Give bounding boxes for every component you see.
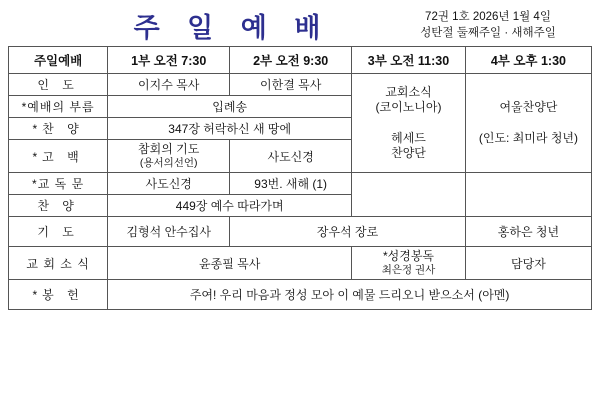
cell-announcements-fourth: 담당자 <box>465 247 591 280</box>
table-row <box>9 74 592 96</box>
column-header-service: 주일예배 <box>9 47 108 74</box>
table-row <box>9 247 592 280</box>
worship-schedule-table <box>8 46 592 310</box>
row-label-offering: *봉 헌 <box>9 280 108 310</box>
table-row <box>9 280 592 310</box>
cell-hymn2: 449장 예수 따라가며 <box>108 195 352 217</box>
cell-call-to-worship: 입례송 <box>108 96 352 118</box>
row-label-call-to-worship: *예배의 부름 <box>9 96 108 118</box>
confession-first-main: 참회의 기도 <box>138 142 200 156</box>
fourth-praise-team: 여울찬양단 <box>499 100 558 114</box>
table-row <box>9 173 592 195</box>
third-announcement-line1: 교회소식 <box>385 85 432 99</box>
third-praise-line2: 찬양단 <box>391 146 426 160</box>
cell-responsive-second: 93번. 새해 (1) <box>230 173 352 195</box>
row-label-hymn1: *찬 양 <box>9 118 108 140</box>
cell-confession-first <box>108 140 230 173</box>
fourth-praise-leader: (인도: 최미라 청년) <box>478 131 578 145</box>
cell-scripture-third <box>352 247 466 280</box>
column-header-first: 1부 오전 7:30 <box>108 47 230 74</box>
cell-third-announcement <box>352 74 466 173</box>
scripture-title: *성경봉독 <box>382 249 435 263</box>
row-label-prayer: 기 도 <box>9 217 108 247</box>
table-row <box>9 217 592 247</box>
row-label-announcements: 교 회 소 식 <box>9 247 108 280</box>
third-announcement-line2: (코이노니아) <box>375 100 442 114</box>
fourth-gap <box>468 115 589 131</box>
cell-fourth-praise <box>465 74 591 173</box>
table-header-row <box>9 47 592 74</box>
cell-leader-second: 이한결 목사 <box>230 74 352 96</box>
cell-hymn1: 347장 허락하신 새 땅에 <box>108 118 352 140</box>
row-label-hymn2: 찬 양 <box>9 195 108 217</box>
cell-fourth-empty <box>465 173 591 217</box>
cell-leader-first: 이지수 목사 <box>108 74 230 96</box>
cell-confession-second: 사도신경 <box>230 140 352 173</box>
row-label-responsive-reading: *교 독 문 <box>9 173 108 195</box>
page-header <box>8 6 592 44</box>
cell-responsive-first: 사도신경 <box>108 173 230 195</box>
page-title: 주 일 예 배 <box>133 12 331 43</box>
row-label-confession: *고 백 <box>9 140 108 173</box>
cell-announcements-merged: 윤종필 목사 <box>108 247 352 280</box>
issue-line-1: 72권 1호 2026년 1월 4일 <box>425 11 551 23</box>
issue-line-2: 성탄절 둘째주일 · 새해주일 <box>420 27 556 39</box>
issue-info <box>388 9 588 41</box>
column-header-third: 3부 오전 11:30 <box>352 47 466 74</box>
column-header-fourth: 4부 오후 1:30 <box>465 47 591 74</box>
cell-third-empty <box>352 173 466 217</box>
column-header-second: 2부 오전 9:30 <box>230 47 352 74</box>
cell-prayer-merged: 장우석 장로 <box>230 217 466 247</box>
cell-offering-text: 주여! 우리 마음과 정성 모아 이 예물 드리오니 받으소서 (아멘) <box>108 280 592 310</box>
cell-prayer-first: 김형석 안수집사 <box>108 217 230 247</box>
cell-prayer-fourth: 홍하은 청년 <box>465 217 591 247</box>
scripture-reader: 최은정 권사 <box>381 264 436 276</box>
confession-first-sub: (용서의선언) <box>139 157 198 169</box>
third-praise-line1: 헤세드 <box>391 131 426 145</box>
row-label-leader: 인 도 <box>9 74 108 96</box>
third-gap <box>354 115 463 131</box>
